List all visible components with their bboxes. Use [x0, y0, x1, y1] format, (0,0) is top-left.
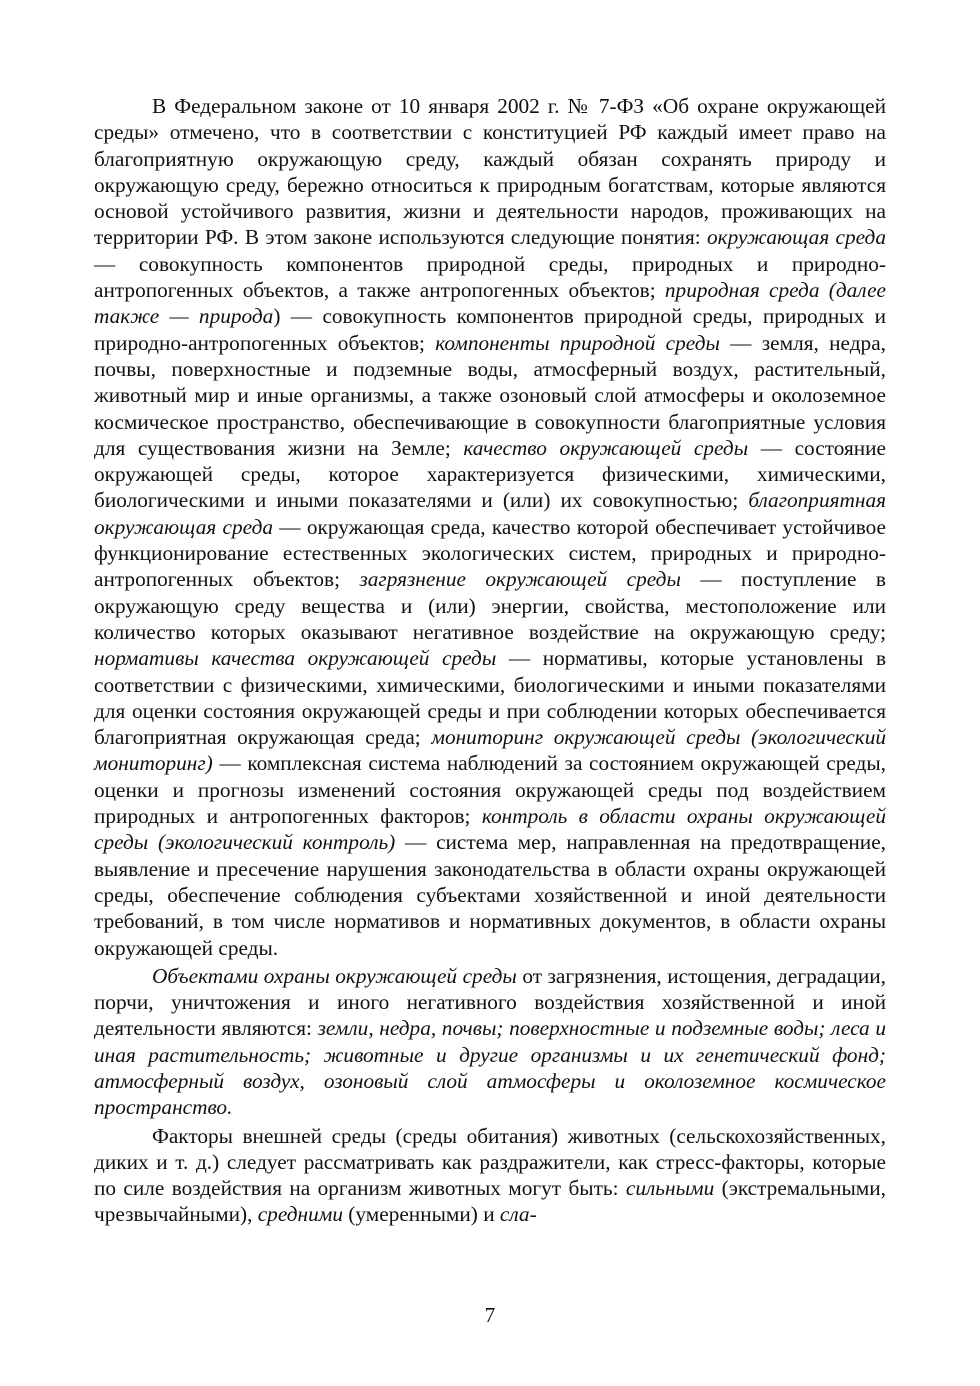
document-page: [94, 93, 886, 1228]
term-favorable-environment: благоприятная окружающая среда: [94, 488, 886, 539]
text-run: В Федеральном законе от 10 января 2002 г. № 7-ФЗ «Об охране окружающей среды» отмечено, что в соответствии с конституцией РФ каждый имеет право на благоприятную окружающую среду, каждый обязан сохранять природу и окружающую среду, бережно относиться к природным богатствам, которые являются основой устойчивого развития, жизни и деятельности народов, проживающих на территории РФ. В этом законе используются следующие понятия:: [94, 94, 886, 250]
term-quality-standards: нормативы качества окружающей среды: [94, 646, 497, 671]
text-run: от загрязнения, истощения, деградации, порчи, уничтожения и иного негативного воздействия хозяйственной и иной деятельности являются:: [94, 963, 886, 1041]
text-run: — совокупность компонентов природной среды, природных и природно-антропогенных объектов, а также антропогенных объектов;: [94, 251, 886, 303]
paragraph-protection-objects: [94, 963, 886, 1121]
term-medium: средними: [257, 1202, 343, 1227]
term-pollution: загрязнение окружающей среды: [359, 567, 681, 592]
term-protection-objects: Объектами охраны окружающей среды: [152, 963, 517, 988]
text-run: — нормативы, которые установлены в соответствии с физическими, химическими, биологическими и иными показателями для оценки состояния окружающей среды и при соблюдении которых обеспечивается благоприятная окружающая среда;: [94, 646, 886, 750]
text-run: (умеренными) и: [342, 1202, 500, 1227]
term-natural-environment: природная среда (далее также — природа: [94, 278, 886, 329]
text-run: — состояние окружающей среды, которое характеризуется физическими, химическими, биологическими и иными показателями и (или) их совокупностью;: [94, 435, 887, 513]
term-strong: сильными: [625, 1176, 715, 1201]
term-weak-fragment: сла-: [499, 1202, 537, 1227]
page-number: 7: [484, 1303, 496, 1327]
paragraph-environment-factors: [94, 1123, 886, 1228]
text-run: — окружающая среда, качество которой обеспечивает устойчивое функционирование естественных экологических систем, природных и природно-антропогенных объектов;: [94, 514, 886, 592]
text-run: — поступление в окружающую среду вещества и (или) энергии, свойства, местоположение или количество которых оказывают негативное воздействие на окружающую среду;: [94, 567, 886, 644]
term-environmental-control: контроль в области охраны окружающей среды (экологический контроль): [94, 804, 886, 855]
term-environment: окружающая среда: [706, 225, 886, 250]
text-run: Факторы внешней среды (среды обитания) животных (сельскохозяйственных, диких и т. д.) следует рассматривать как раздражители, как стресс-факторы, которые по силе воздействия на организм животных могут быть:: [94, 1123, 886, 1201]
term-environment-quality: качество окружающей среды: [463, 435, 749, 460]
term-components-of-nature: компоненты природной среды: [435, 330, 720, 355]
text-run: — земля, недра, почвы, поверхностные и подземные воды, атмосферный воздух, растительный, животный мир и иные организмы, а также озоновый слой атмосферы и околоземное космическое пространство, обеспечивающие в совокупности благоприятные условия для существования жизни на Земле;: [94, 330, 886, 460]
text-run: (экстремальными, чрезвычайными),: [94, 1176, 886, 1227]
term-objects-list: земли, недра, почвы; поверхностные и подземные воды; леса и иная растительность; животные и другие организмы и их генетический фонд; атмосферный воздух, озоновый слой атмосферы и околоземное космическое пространство.: [94, 1016, 886, 1120]
paragraph-federal-law-definitions: [94, 93, 886, 961]
text-run: ) — совокупность компонентов природной среды, природных и природно-антропогенных объектов;: [94, 304, 887, 355]
text-run: — комплексная система наблюдений за состоянием окружающей среды, оценки и прогнозы изменений состояния окружающей среды под воздействием природных и антропогенных факторов;: [94, 751, 886, 829]
term-monitoring: мониторинг окружающей среды (экологический мониторинг): [94, 725, 886, 776]
text-run: — система мер, направленная на предотвращение, выявление и пресечение нарушения законодательства в области охраны окружающей среды, обеспечение соблюдения субъектами хозяйственной и иной деятельности требований, в том числе нормативов и нормативных документов, в области охраны окружающей среды.: [94, 830, 886, 960]
